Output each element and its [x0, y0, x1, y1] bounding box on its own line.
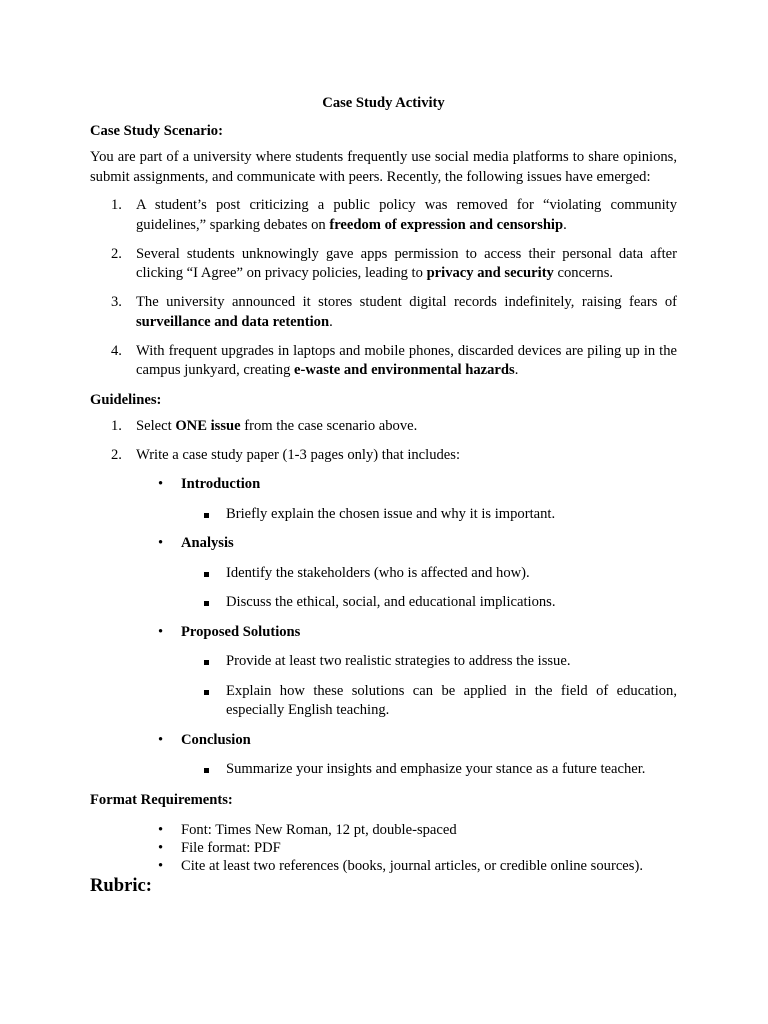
point-text: Provide at least two realistic strategies to address the issue. — [226, 653, 571, 669]
list-number: 2. — [111, 447, 122, 463]
format-item — [90, 857, 677, 875]
guideline-step — [90, 417, 677, 437]
issue-text: A student’s post criticizing a public policy was removed for “violating community guidelines,” sparking debates on — [136, 197, 677, 233]
issue-keyword: e-waste and environmental hazards — [294, 362, 515, 378]
point-text: Discuss the ethical, social, and educational implications. — [226, 594, 556, 610]
issue-keyword: privacy and security — [426, 265, 554, 281]
guidelines-heading: Guidelines: — [90, 392, 162, 408]
section-point — [90, 652, 677, 672]
section-introduction — [90, 475, 677, 495]
bullet-icon: • — [158, 821, 164, 838]
list-number: 1. — [111, 418, 122, 434]
issue-item — [90, 245, 677, 284]
issue-text-end: . — [329, 313, 333, 330]
issue-text: With frequent upgrades in laptops and mobile phones, discarded devices are piling up in the campus junkyard, creating — [136, 342, 677, 378]
section-point — [90, 682, 677, 721]
format-item — [90, 821, 677, 839]
bullet-icon: • — [158, 535, 164, 551]
format-text: Cite at least two references (books, journal articles, or credible online sources). — [181, 857, 643, 874]
section-label: Conclusion — [181, 731, 251, 748]
bullet-icon: • — [158, 476, 164, 492]
scenario-intro: You are part of a university where students frequently use social media platforms to share opinions, submit assignments, and communicate with peers. Recently, the following issues have emerged: — [90, 149, 677, 185]
square-bullet-icon — [204, 513, 209, 518]
bullet-icon: • — [158, 839, 164, 856]
list-number: 1. — [111, 197, 122, 213]
section-conclusion — [90, 731, 677, 751]
bullet-icon: • — [158, 623, 164, 640]
section-analysis — [90, 534, 677, 554]
format-text: File format: PDF — [181, 839, 281, 856]
point-text: Summarize your insights and emphasize your stance as a future teacher. — [226, 761, 646, 777]
format-list — [90, 821, 677, 875]
document-title: Case Study Activity — [322, 95, 445, 111]
issue-item — [90, 293, 677, 332]
list-number: 4. — [111, 342, 122, 359]
point-text: Briefly explain the chosen issue and why it is important. — [226, 505, 556, 522]
section-label: Introduction — [181, 476, 261, 492]
bullet-icon: • — [158, 857, 164, 874]
issue-text-end: concerns. — [553, 265, 614, 281]
format-text: Font: Times New Roman, 12 pt, double-spaced — [181, 821, 457, 838]
square-bullet-icon — [204, 660, 209, 665]
issue-text: The university announced it stores student digital records indefinitely, raising fears of — [136, 294, 677, 310]
list-number: 2. — [111, 245, 122, 262]
point-text: Explain how these solutions can be applied in the field of education, especially English teaching. — [226, 682, 677, 718]
paper-sections — [90, 475, 677, 780]
issue-text-end: . — [563, 216, 567, 233]
square-bullet-icon — [204, 601, 209, 606]
format-item — [90, 839, 677, 857]
section-point — [90, 505, 677, 525]
section-proposed-solutions — [90, 623, 677, 643]
guidelines-list — [90, 417, 677, 466]
section-point — [90, 760, 677, 780]
list-number: 3. — [111, 294, 122, 310]
section-point — [90, 593, 677, 613]
square-bullet-icon — [204, 572, 209, 577]
step-text-end: from the case scenario above. — [240, 418, 418, 434]
section-point — [90, 564, 677, 584]
section-label: Proposed Solutions — [181, 623, 301, 640]
step-text: Write a case study paper (1-3 pages only) that includes: — [136, 447, 461, 463]
square-bullet-icon — [204, 768, 209, 773]
section-label: Analysis — [181, 535, 234, 551]
step-text: Select — [136, 418, 176, 434]
square-bullet-icon — [204, 690, 209, 695]
issue-item — [90, 342, 677, 381]
issue-text: Several students unknowingly gave apps permission to access their personal data after clicking “I Agree” on privacy policies, leading to — [136, 245, 677, 281]
point-text: Identify the stakeholders (who is affected and how). — [226, 564, 530, 581]
guideline-step — [90, 446, 677, 466]
bullet-icon: • — [158, 731, 164, 748]
scenario-heading: Case Study Scenario: — [90, 123, 223, 139]
step-keyword: ONE issue — [175, 418, 241, 434]
issue-keyword: freedom of expression and censorship — [329, 216, 564, 233]
format-heading: Format Requirements: — [90, 791, 233, 808]
issue-text-end: . — [514, 362, 519, 378]
issues-list — [90, 196, 677, 381]
rubric-heading: Rubric: — [90, 874, 152, 896]
document-page — [90, 93, 677, 897]
issue-item — [90, 196, 677, 235]
issue-keyword: surveillance and data retention — [136, 313, 330, 330]
